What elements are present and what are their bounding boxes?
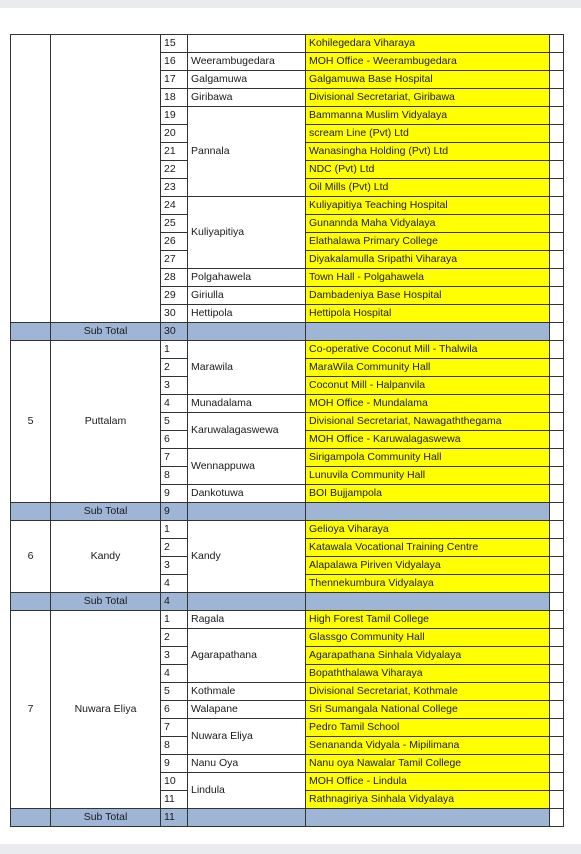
row-number-cell: 5	[161, 683, 188, 701]
row-number-cell: 1	[161, 341, 188, 359]
subtotal-blank-cell	[306, 323, 550, 341]
location-cell: Rathnagiriya Sinhala Vidyalaya	[306, 791, 550, 809]
row-number-cell: 6	[161, 701, 188, 719]
district-name-cell: Nuwara Eliya	[51, 611, 161, 809]
location-cell: Agarapathana Sinhala Vidyalaya	[306, 647, 550, 665]
location-cell: High Forest Tamil College	[306, 611, 550, 629]
blank-cell	[550, 791, 564, 809]
subtotal-value: 4	[161, 593, 188, 611]
row-number-cell: 2	[161, 629, 188, 647]
blank-cell	[550, 197, 564, 215]
division-cell: Munadalama	[188, 395, 306, 413]
location-cell: Gunannda Maha Vidyalaya	[306, 215, 550, 233]
blank-cell	[550, 611, 564, 629]
table-row	[11, 341, 564, 359]
location-cell: Co-operative Coconut Mill - Thalwila	[306, 341, 550, 359]
blank-cell	[550, 143, 564, 161]
blank-cell	[550, 341, 564, 359]
location-cell: Alapalawa Piriven Vidyalaya	[306, 557, 550, 575]
blank-cell	[550, 377, 564, 395]
subtotal-blank-cell	[11, 323, 51, 341]
blank-cell	[550, 773, 564, 791]
location-cell: Bopaththalawa Viharaya	[306, 665, 550, 683]
blank-cell	[550, 269, 564, 287]
blank-cell	[550, 575, 564, 593]
location-cell: Senananda Vidyala - Mipilimana	[306, 737, 550, 755]
division-cell: Agarapathana	[188, 629, 306, 683]
location-table	[10, 34, 564, 827]
row-number-cell: 11	[161, 791, 188, 809]
row-number-cell: 22	[161, 161, 188, 179]
row-number-cell: 2	[161, 359, 188, 377]
row-number-cell: 23	[161, 179, 188, 197]
blank-cell	[550, 395, 564, 413]
location-cell: Divisional Secretariat, Giribawa	[306, 89, 550, 107]
district-number-cell: 6	[11, 521, 51, 593]
row-number-cell: 3	[161, 377, 188, 395]
location-cell: Sri Sumangala National College	[306, 701, 550, 719]
district-name-cell	[51, 35, 161, 323]
blank-cell	[550, 431, 564, 449]
location-cell: Elathalawa Primary College	[306, 233, 550, 251]
location-cell: Nanu oya Nawalar Tamil College	[306, 755, 550, 773]
location-cell: Glassgo Community Hall	[306, 629, 550, 647]
document-page	[0, 8, 581, 844]
row-number-cell: 8	[161, 467, 188, 485]
subtotal-blank-cell	[188, 323, 306, 341]
blank-cell	[550, 179, 564, 197]
location-cell: Gelioya Viharaya	[306, 521, 550, 539]
row-number-cell: 1	[161, 611, 188, 629]
division-cell: Dankotuwa	[188, 485, 306, 503]
blank-cell	[550, 359, 564, 377]
blank-cell	[550, 215, 564, 233]
row-number-cell: 3	[161, 647, 188, 665]
blank-cell	[550, 485, 564, 503]
blank-cell	[550, 413, 564, 431]
location-cell: Divisional Secretariat, Kothmale	[306, 683, 550, 701]
location-cell: Oil Mills (Pvt) Ltd	[306, 179, 550, 197]
blank-cell	[550, 125, 564, 143]
blank-cell	[550, 737, 564, 755]
location-cell: Kohilegedara Viharaya	[306, 35, 550, 53]
subtotal-row	[11, 809, 564, 827]
division-cell: Galgamuwa	[188, 71, 306, 89]
blank-cell	[550, 665, 564, 683]
district-name-cell: Kandy	[51, 521, 161, 593]
blank-cell	[550, 683, 564, 701]
row-number-cell: 26	[161, 233, 188, 251]
location-cell: Coconut Mill - Halpanvila	[306, 377, 550, 395]
row-number-cell: 30	[161, 305, 188, 323]
row-number-cell: 19	[161, 107, 188, 125]
division-cell: Nanu Oya	[188, 755, 306, 773]
division-cell: Kothmale	[188, 683, 306, 701]
division-cell: Marawila	[188, 341, 306, 395]
subtotal-blank-cell	[11, 809, 51, 827]
row-number-cell: 21	[161, 143, 188, 161]
location-cell: Wanasingha Holding (Pvt) Ltd	[306, 143, 550, 161]
subtotal-value: 30	[161, 323, 188, 341]
location-cell: MOH Office - Mundalama	[306, 395, 550, 413]
row-number-cell: 7	[161, 449, 188, 467]
division-cell: Walapane	[188, 701, 306, 719]
blank-cell	[550, 521, 564, 539]
subtotal-blank-cell	[11, 503, 51, 521]
location-cell: MOH Office - Weerambugedara	[306, 53, 550, 71]
division-cell: Weerambugedara	[188, 53, 306, 71]
subtotal-blank-cell	[306, 809, 550, 827]
blank-cell	[550, 647, 564, 665]
blank-cell	[550, 503, 564, 521]
table-row	[11, 611, 564, 629]
subtotal-row	[11, 503, 564, 521]
location-cell: Hettipola Hospital	[306, 305, 550, 323]
row-number-cell: 28	[161, 269, 188, 287]
location-cell: MOH Office - Lindula	[306, 773, 550, 791]
row-number-cell: 8	[161, 737, 188, 755]
table-body	[11, 35, 564, 827]
division-cell: Giriulla	[188, 287, 306, 305]
district-number-cell: 5	[11, 341, 51, 503]
division-cell: Nuwara Eliya	[188, 719, 306, 755]
division-cell: Hettipola	[188, 305, 306, 323]
row-number-cell: 29	[161, 287, 188, 305]
blank-cell	[550, 719, 564, 737]
subtotal-value: 9	[161, 503, 188, 521]
blank-cell	[550, 557, 564, 575]
blank-cell	[550, 233, 564, 251]
subtotal-label: Sub Total	[51, 503, 161, 521]
subtotal-blank-cell	[306, 503, 550, 521]
location-cell: Lunuvila Community Hall	[306, 467, 550, 485]
blank-cell	[550, 539, 564, 557]
subtotal-blank-cell	[11, 593, 51, 611]
division-cell: Polgahawela	[188, 269, 306, 287]
subtotal-blank-cell	[188, 503, 306, 521]
row-number-cell: 24	[161, 197, 188, 215]
row-number-cell: 1	[161, 521, 188, 539]
location-cell: Dambadeniya Base Hospital	[306, 287, 550, 305]
row-number-cell: 18	[161, 89, 188, 107]
subtotal-label: Sub Total	[51, 593, 161, 611]
blank-cell	[550, 35, 564, 53]
district-number-cell	[11, 35, 51, 323]
blank-cell	[550, 629, 564, 647]
location-cell: Bammanna Muslim Vidyalaya	[306, 107, 550, 125]
row-number-cell: 9	[161, 485, 188, 503]
subtotal-label: Sub Total	[51, 323, 161, 341]
subtotal-row	[11, 593, 564, 611]
blank-cell	[550, 593, 564, 611]
district-name-cell: Puttalam	[51, 341, 161, 503]
subtotal-blank-cell	[188, 593, 306, 611]
blank-cell	[550, 755, 564, 773]
row-number-cell: 16	[161, 53, 188, 71]
row-number-cell: 10	[161, 773, 188, 791]
row-number-cell: 27	[161, 251, 188, 269]
location-cell: Diyakalamulla Sripathi Viharaya	[306, 251, 550, 269]
blank-cell	[550, 53, 564, 71]
blank-cell	[550, 89, 564, 107]
blank-cell	[550, 251, 564, 269]
subtotal-label: Sub Total	[51, 809, 161, 827]
location-cell: BOI Bujjampola	[306, 485, 550, 503]
division-cell: Ragala	[188, 611, 306, 629]
division-cell: Giribawa	[188, 89, 306, 107]
row-number-cell: 6	[161, 431, 188, 449]
location-cell: Kuliyapitiya Teaching Hospital	[306, 197, 550, 215]
division-cell: Wennappuwa	[188, 449, 306, 485]
row-number-cell: 4	[161, 665, 188, 683]
division-cell: Kuliyapitiya	[188, 197, 306, 269]
location-cell: MOH Office - Karuwalagaswewa	[306, 431, 550, 449]
row-number-cell: 5	[161, 413, 188, 431]
blank-cell	[550, 305, 564, 323]
subtotal-blank-cell	[306, 593, 550, 611]
blank-cell	[550, 107, 564, 125]
division-cell: Pannala	[188, 107, 306, 197]
row-number-cell: 3	[161, 557, 188, 575]
row-number-cell: 4	[161, 395, 188, 413]
location-cell: Sirigampola Community Hall	[306, 449, 550, 467]
subtotal-value: 11	[161, 809, 188, 827]
location-cell: Town Hall - Polgahawela	[306, 269, 550, 287]
subtotal-blank-cell	[188, 809, 306, 827]
district-number-cell: 7	[11, 611, 51, 809]
row-number-cell: 4	[161, 575, 188, 593]
row-number-cell: 17	[161, 71, 188, 89]
location-cell: Thennekumbura Vidyalaya	[306, 575, 550, 593]
blank-cell	[550, 323, 564, 341]
blank-cell	[550, 161, 564, 179]
division-cell: Lindula	[188, 773, 306, 809]
row-number-cell: 2	[161, 539, 188, 557]
subtotal-row	[11, 323, 564, 341]
location-cell: MaraWila Community Hall	[306, 359, 550, 377]
blank-cell	[550, 809, 564, 827]
location-cell: scream Line (Pvt) Ltd	[306, 125, 550, 143]
table-row	[11, 521, 564, 539]
blank-cell	[550, 287, 564, 305]
blank-cell	[550, 701, 564, 719]
blank-cell	[550, 467, 564, 485]
blank-cell	[550, 449, 564, 467]
row-number-cell: 7	[161, 719, 188, 737]
blank-cell	[550, 71, 564, 89]
location-cell: Divisional Secretariat, Nawagaththegama	[306, 413, 550, 431]
division-cell: Kandy	[188, 521, 306, 593]
division-cell	[188, 35, 306, 53]
row-number-cell: 15	[161, 35, 188, 53]
location-cell: NDC (Pvt) Ltd	[306, 161, 550, 179]
location-cell: Galgamuwa Base Hospital	[306, 71, 550, 89]
location-cell: Katawala Vocational Training Centre	[306, 539, 550, 557]
division-cell: Karuwalagaswewa	[188, 413, 306, 449]
location-cell: Pedro Tamil School	[306, 719, 550, 737]
row-number-cell: 25	[161, 215, 188, 233]
row-number-cell: 9	[161, 755, 188, 773]
table-row	[11, 35, 564, 53]
row-number-cell: 20	[161, 125, 188, 143]
